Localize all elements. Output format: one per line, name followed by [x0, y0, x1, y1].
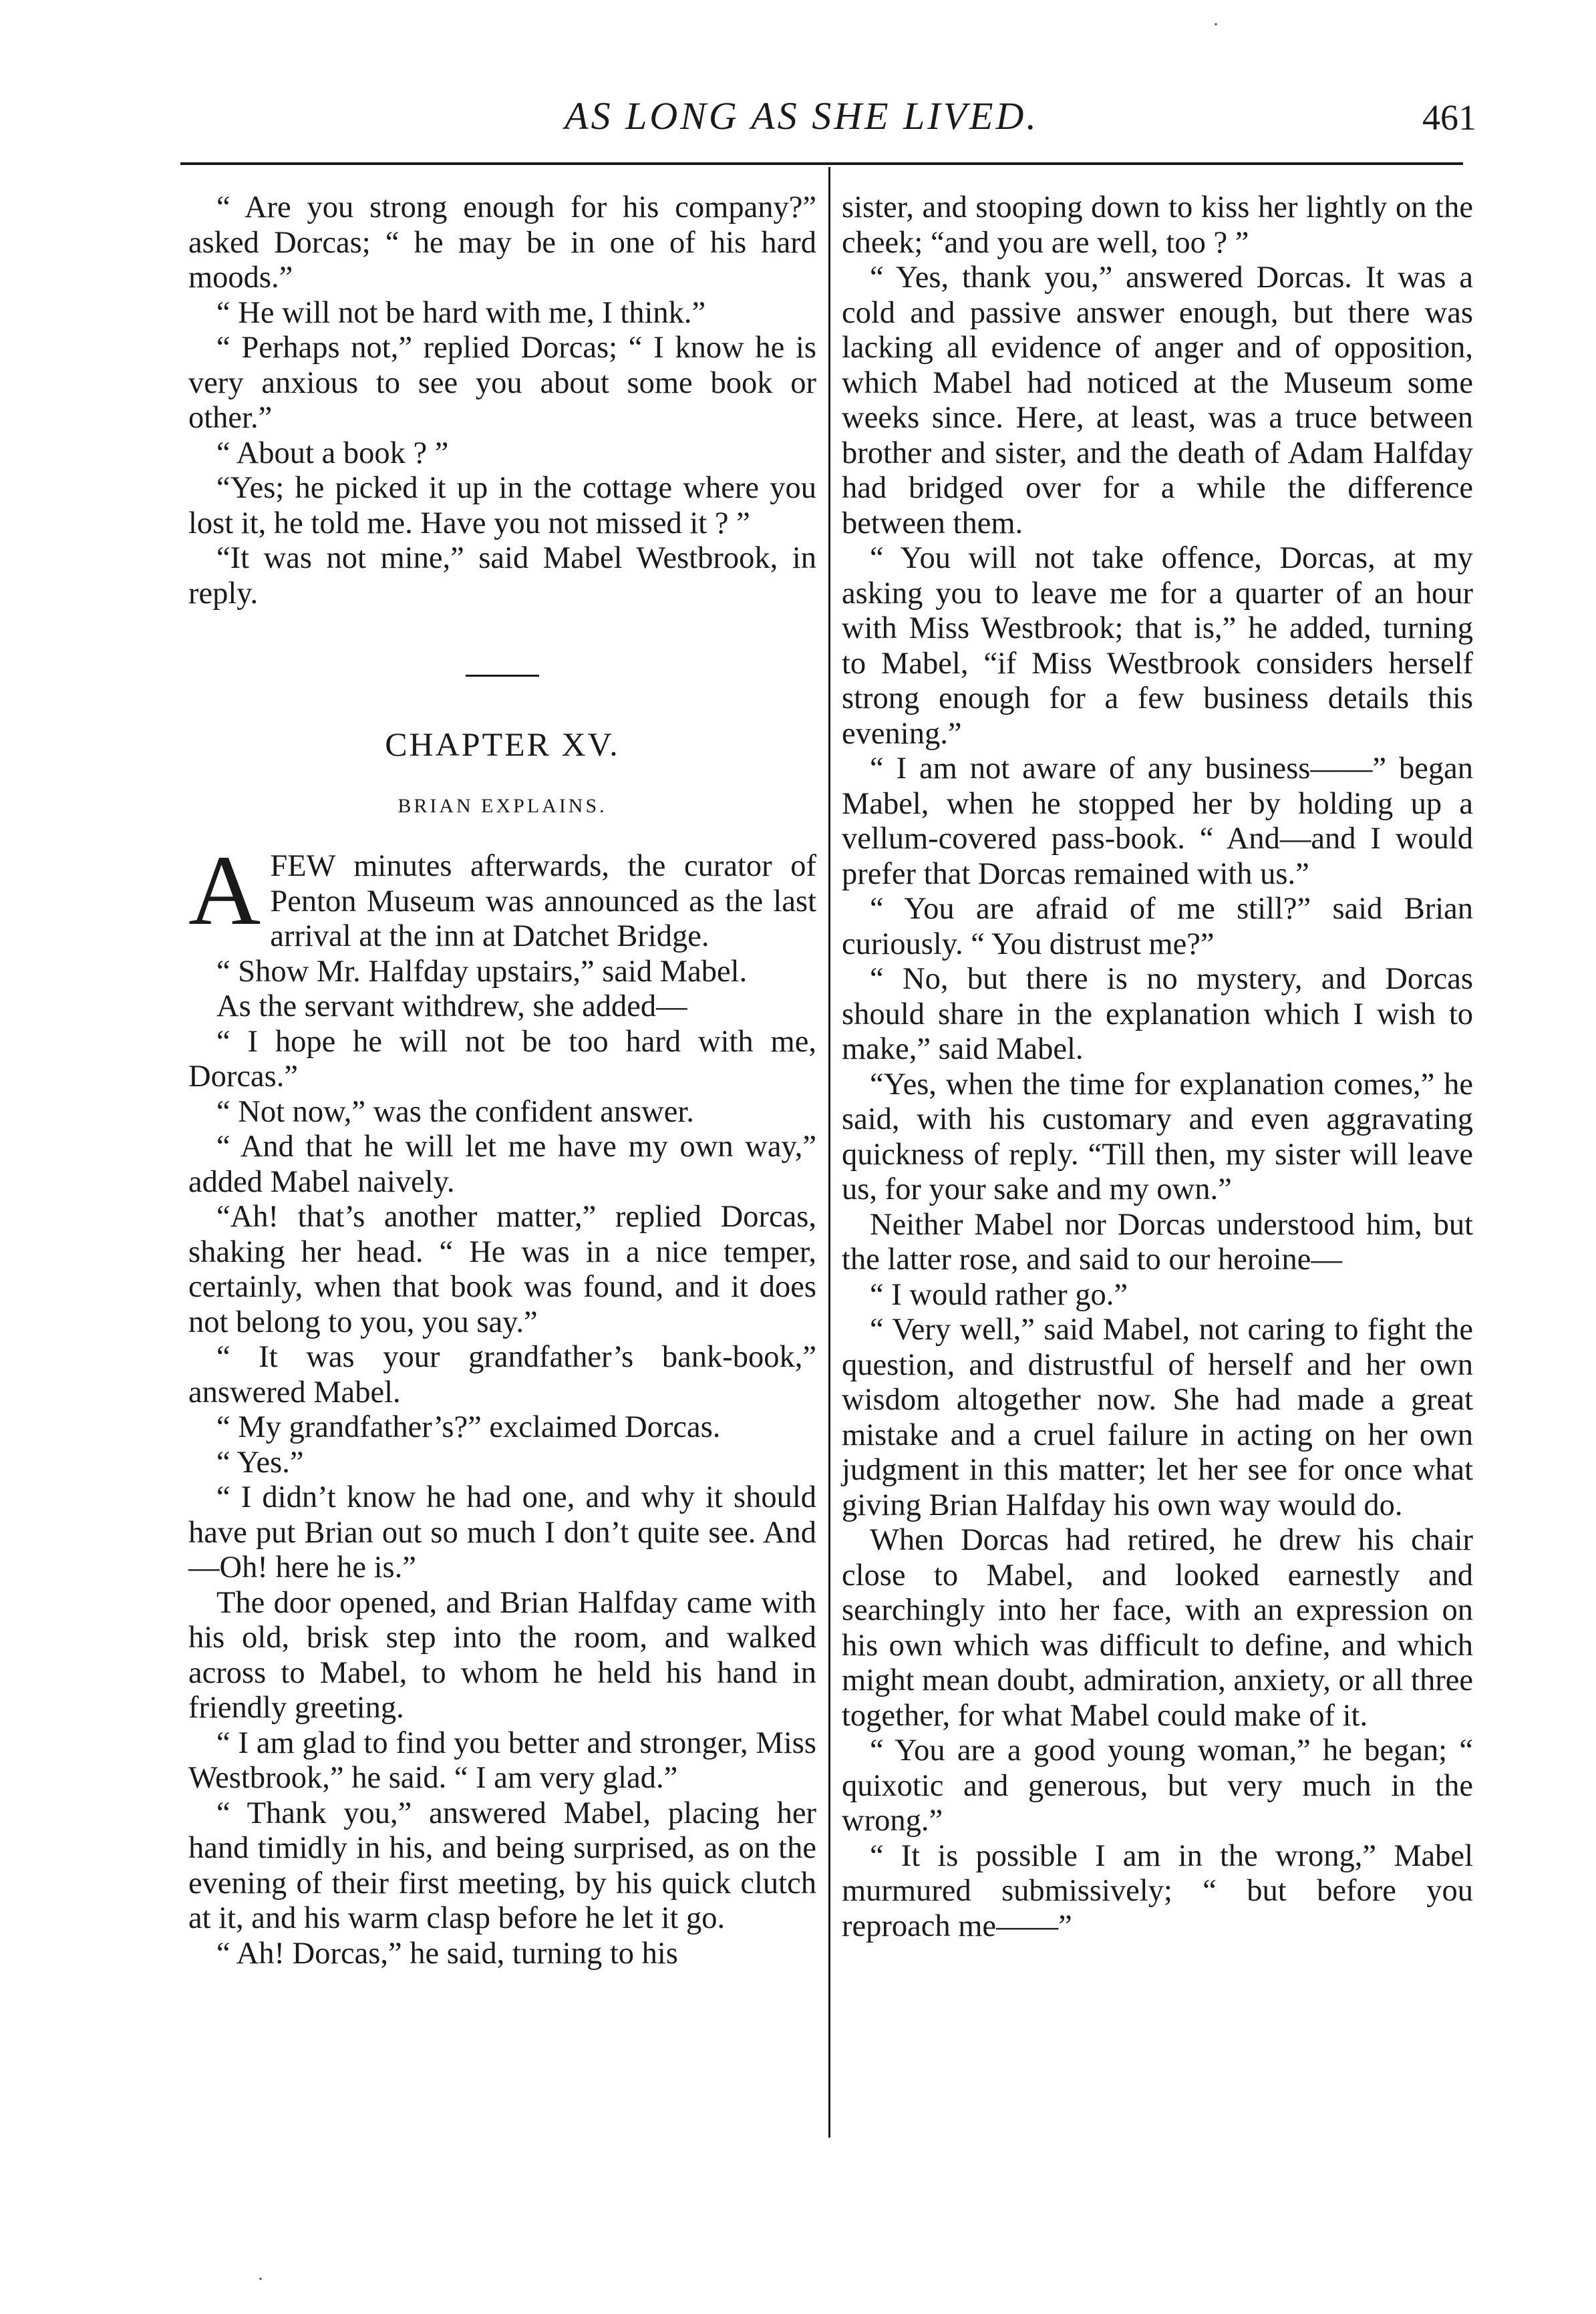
drop-cap: A: [188, 835, 261, 946]
paragraph: “ Very well,” said Mabel, not caring to fight the question, and distrustful of herself and her own wisdom altogether now. She had made a great mistake and a cruel failure in acting on her own judgment in this matter; let her see for once what giving Brian Halfday his own way would do.: [842, 1313, 1473, 1522]
paragraph: “ You are a good young woman,” he began; “ quixotic and generous, but very much in the wrong.”: [842, 1733, 1473, 1838]
page-number: 461: [1422, 98, 1476, 138]
opening-text: FEW minutes afterwards, the curator of Penton Museum was announced as the last arrival at the inn at Datchet Bridge.: [270, 849, 816, 953]
paragraph: “ You are afraid of me still?” said Brian curiously. “ You distrust me?”: [842, 892, 1473, 961]
continued-paragraph: sister, and stooping down to kiss her lightly on the cheek; “and you are well, too ? ”: [842, 190, 1473, 260]
paragraph: “ Show Mr. Halfday upstairs,” said Mabel.: [216, 954, 748, 989]
ink-speck: ·: [257, 2268, 264, 2290]
right-column: [842, 190, 1473, 1944]
paragraph: “It was not mine,” said Mabel Westbrook, in reply.: [188, 541, 816, 611]
paragraph: “ Yes, thank you,” answered Dorcas. It was a cold and passive answer enough, but there was lacking all evidence of anger and of opposition, which Mabel had noticed at the Museum some weeks since. Here, at least, was a truce between brother and sister, and the death of Adam Halfday had bridged over for a while the difference between them.: [842, 261, 1473, 540]
paragraph: “ I am glad to find you better and stronger, Miss Westbrook,” he said. “ I am very glad.”: [188, 1725, 816, 1795]
paragraph: When Dorcas had retired, he drew his chair close to Mabel, and looked earnestly and searchingly into her face, with an expression on his own which was difficult to define, and which might mean doubt, admiration, anxiety, or all three together, for what Mabel could make of it.: [842, 1523, 1473, 1733]
paragraph: “ He will not be hard with me, I think.”: [216, 295, 706, 330]
running-title: AS LONG AS SHE LIVED.: [565, 94, 1039, 138]
paragraph: “ I am not aware of any business——” began Mabel, when he stopped her by holding up a vellum-covered pass-book. “ And—and I would prefer that Dorcas remained with us.”: [842, 752, 1473, 891]
paragraph: “ And that he will let me have my own way,” added Mabel naively.: [188, 1130, 816, 1199]
paragraph: “ Not now,” was the confident answer.: [216, 1094, 694, 1129]
section-rule: [466, 675, 539, 677]
ink-speck: ·: [1213, 13, 1219, 35]
paragraph: “ It was your grandfather’s bank-book,” answered Mabel.: [188, 1340, 816, 1410]
paragraph: “ Are you strong enough for his company?” asked Dorcas; “ he may be in one of his hard moods.”: [188, 190, 816, 295]
paragraph: “ I didn’t know he had one, and why it should have put Brian out so much I don’t quite see. And—Oh! here he is.”: [188, 1480, 816, 1585]
paragraph: “Yes, when the time for explanation comes,” he said, with his customary and even aggravating quickness of reply. “Till then, my sister will leave us, for your sake and my own.”: [842, 1067, 1473, 1206]
paragraph: As the servant withdrew, she added—: [216, 989, 687, 1023]
paragraph: “ My grandfather’s?” exclaimed Dorcas.: [216, 1410, 721, 1444]
paragraph: “ Perhaps not,” replied Dorcas; “ I know he is very anxious to see you about some book or other.”: [188, 331, 816, 435]
paragraph: “Ah! that’s another matter,” replied Dorcas, shaking her head. “ He was in a nice temper, certainly, when that book was found, and it does not belong to you, you say.”: [188, 1200, 816, 1339]
paragraph: “ I would rather go.”: [870, 1277, 1128, 1312]
chapter-heading: CHAPTER XV.: [385, 725, 620, 763]
chapter-opening-paragraph: [188, 835, 816, 955]
header-rule: [180, 162, 1463, 165]
paragraph: “ You will not take offence, Dorcas, at my asking you to leave me for a quarter of an hour with Miss Westbrook; that is,” he added, turning to Mabel, “if Miss Westbrook considers herself strong enough for a few business details this evening.”: [842, 541, 1473, 751]
paragraph: “ Yes.”: [216, 1445, 304, 1480]
paragraph: “ No, but there is no mystery, and Dorcas should share in the explanation which I wish to make,” said Mabel.: [842, 962, 1473, 1066]
paragraph: “ Thank you,” answered Mabel, placing her hand timidly in his, and being surprised, as on the evening of their first meeting, by his quick clutch at it, and his warm clasp before he let it go.: [188, 1796, 816, 1935]
paragraph: “ I hope he will not be too hard with me, Dorcas.”: [188, 1024, 816, 1094]
paragraph: “Yes; he picked it up in the cottage where you lost it, he told me. Have you not missed it ? ”: [188, 471, 816, 540]
paragraph: “ About a book ? ”: [216, 436, 449, 470]
paragraph: Neither Mabel nor Dorcas understood him, but the latter rose, and said to our heroine—: [842, 1207, 1473, 1277]
paragraph: “ It is possible I am in the wrong,” Mabel murmured submissively; “ but before you reproach me——”: [842, 1838, 1473, 1943]
paragraph: The door opened, and Brian Halfday came with his old, brisk step into the room, and walked across to Mabel, to whom he held his hand in friendly greeting.: [188, 1585, 816, 1725]
column-divider: [828, 167, 830, 2138]
paragraph: “ Ah! Dorcas,” he said, turning to his: [216, 1936, 678, 1971]
chapter-subtitle: BRIAN EXPLAINS.: [397, 794, 607, 817]
left-column: [188, 190, 816, 1971]
